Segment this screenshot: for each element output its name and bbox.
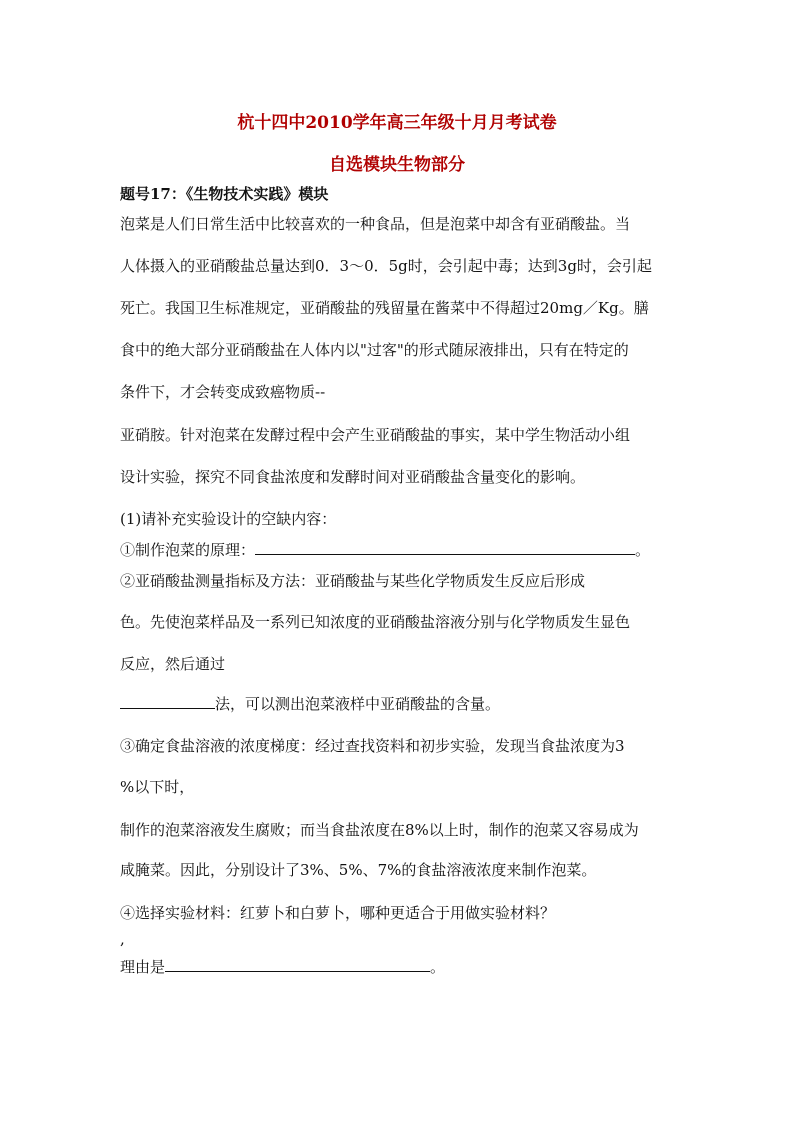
item4-reason-label: 理由是 <box>120 958 166 976</box>
item3-line1: ③确定食盐溶液的浓度梯度：经过查找资料和初步实验，发现当食盐浓度为3 <box>120 737 625 755</box>
item2-line3: 反应，然后通过 <box>120 655 226 673</box>
exam-title: 杭十四中2010学年高三年级十月月考试卷 <box>237 113 557 133</box>
passage-line: 人体摄入的亚硝酸盐总量达到0．3～0．5g时，会引起中毒；达到3g时，会引起 <box>120 257 652 275</box>
item4-reason <box>120 956 445 977</box>
part1-intro: (1)请补充实验设计的空缺内容： <box>120 510 337 528</box>
answer-blank[interactable] <box>255 539 635 555</box>
passage-line: 设计实验，探究不同食盐浓度和发酵时间对亚硝酸盐含量变化的影响。 <box>120 468 586 486</box>
passage-line: 食中的绝大部分亚硝酸盐在人体内以"过客"的形式随尿液排出，只有在特定的 <box>120 341 629 359</box>
answer-blank[interactable] <box>120 693 215 709</box>
item3-line4: 咸腌菜。因此，分别设计了3%、5%、7%的食盐溶液浓度来制作泡菜。 <box>120 861 597 879</box>
item2-line1: ②亚硝酸盐测量指标及方法：亚硝酸盐与某些化学物质发生反应后形成 <box>120 572 586 590</box>
item4-end: 。 <box>430 958 446 976</box>
item2-line4 <box>120 693 500 714</box>
answer-blank[interactable] <box>165 956 430 972</box>
item3-line3: 制作的泡菜溶液发生腐败；而当食盐浓度在8%以上时，制作的泡菜又容易成为 <box>120 821 639 839</box>
item1-end: 。 <box>635 541 651 559</box>
passage-line: 亚硝胺。针对泡菜在发酵过程中会产生亚硝酸盐的事实，某中学生物活动小组 <box>120 426 631 444</box>
passage-line: 条件下，才会转变成致癌物质-- <box>120 383 326 401</box>
passage-line: 死亡。我国卫生标准规定，亚硝酸盐的残留量在酱菜中不得超过20mg／Kg。膳 <box>120 299 649 317</box>
item4-comma: , <box>120 930 125 948</box>
exam-subtitle: 自选模块生物部分 <box>329 155 465 175</box>
item2-line4-text: 法，可以测出泡菜液样中亚硝酸盐的含量。 <box>215 695 501 713</box>
item1 <box>120 539 650 560</box>
item4-line1: ④选择实验材料：红萝卜和白萝卜，哪种更适合于用做实验材料？ <box>120 904 556 922</box>
passage-line: 泡菜是人们日常生活中比较喜欢的一种食品，但是泡菜中却含有亚硝酸盐。当 <box>120 215 631 233</box>
item1-text: ①制作泡菜的原理： <box>120 541 256 559</box>
item3-line2: %以下时， <box>120 778 195 796</box>
item2-line2: 色。先使泡菜样品及一系列已知浓度的亚硝酸盐溶液分别与化学物质发生显色 <box>120 613 631 631</box>
question-heading: 题号17：《生物技术实践》模块 <box>120 185 329 203</box>
